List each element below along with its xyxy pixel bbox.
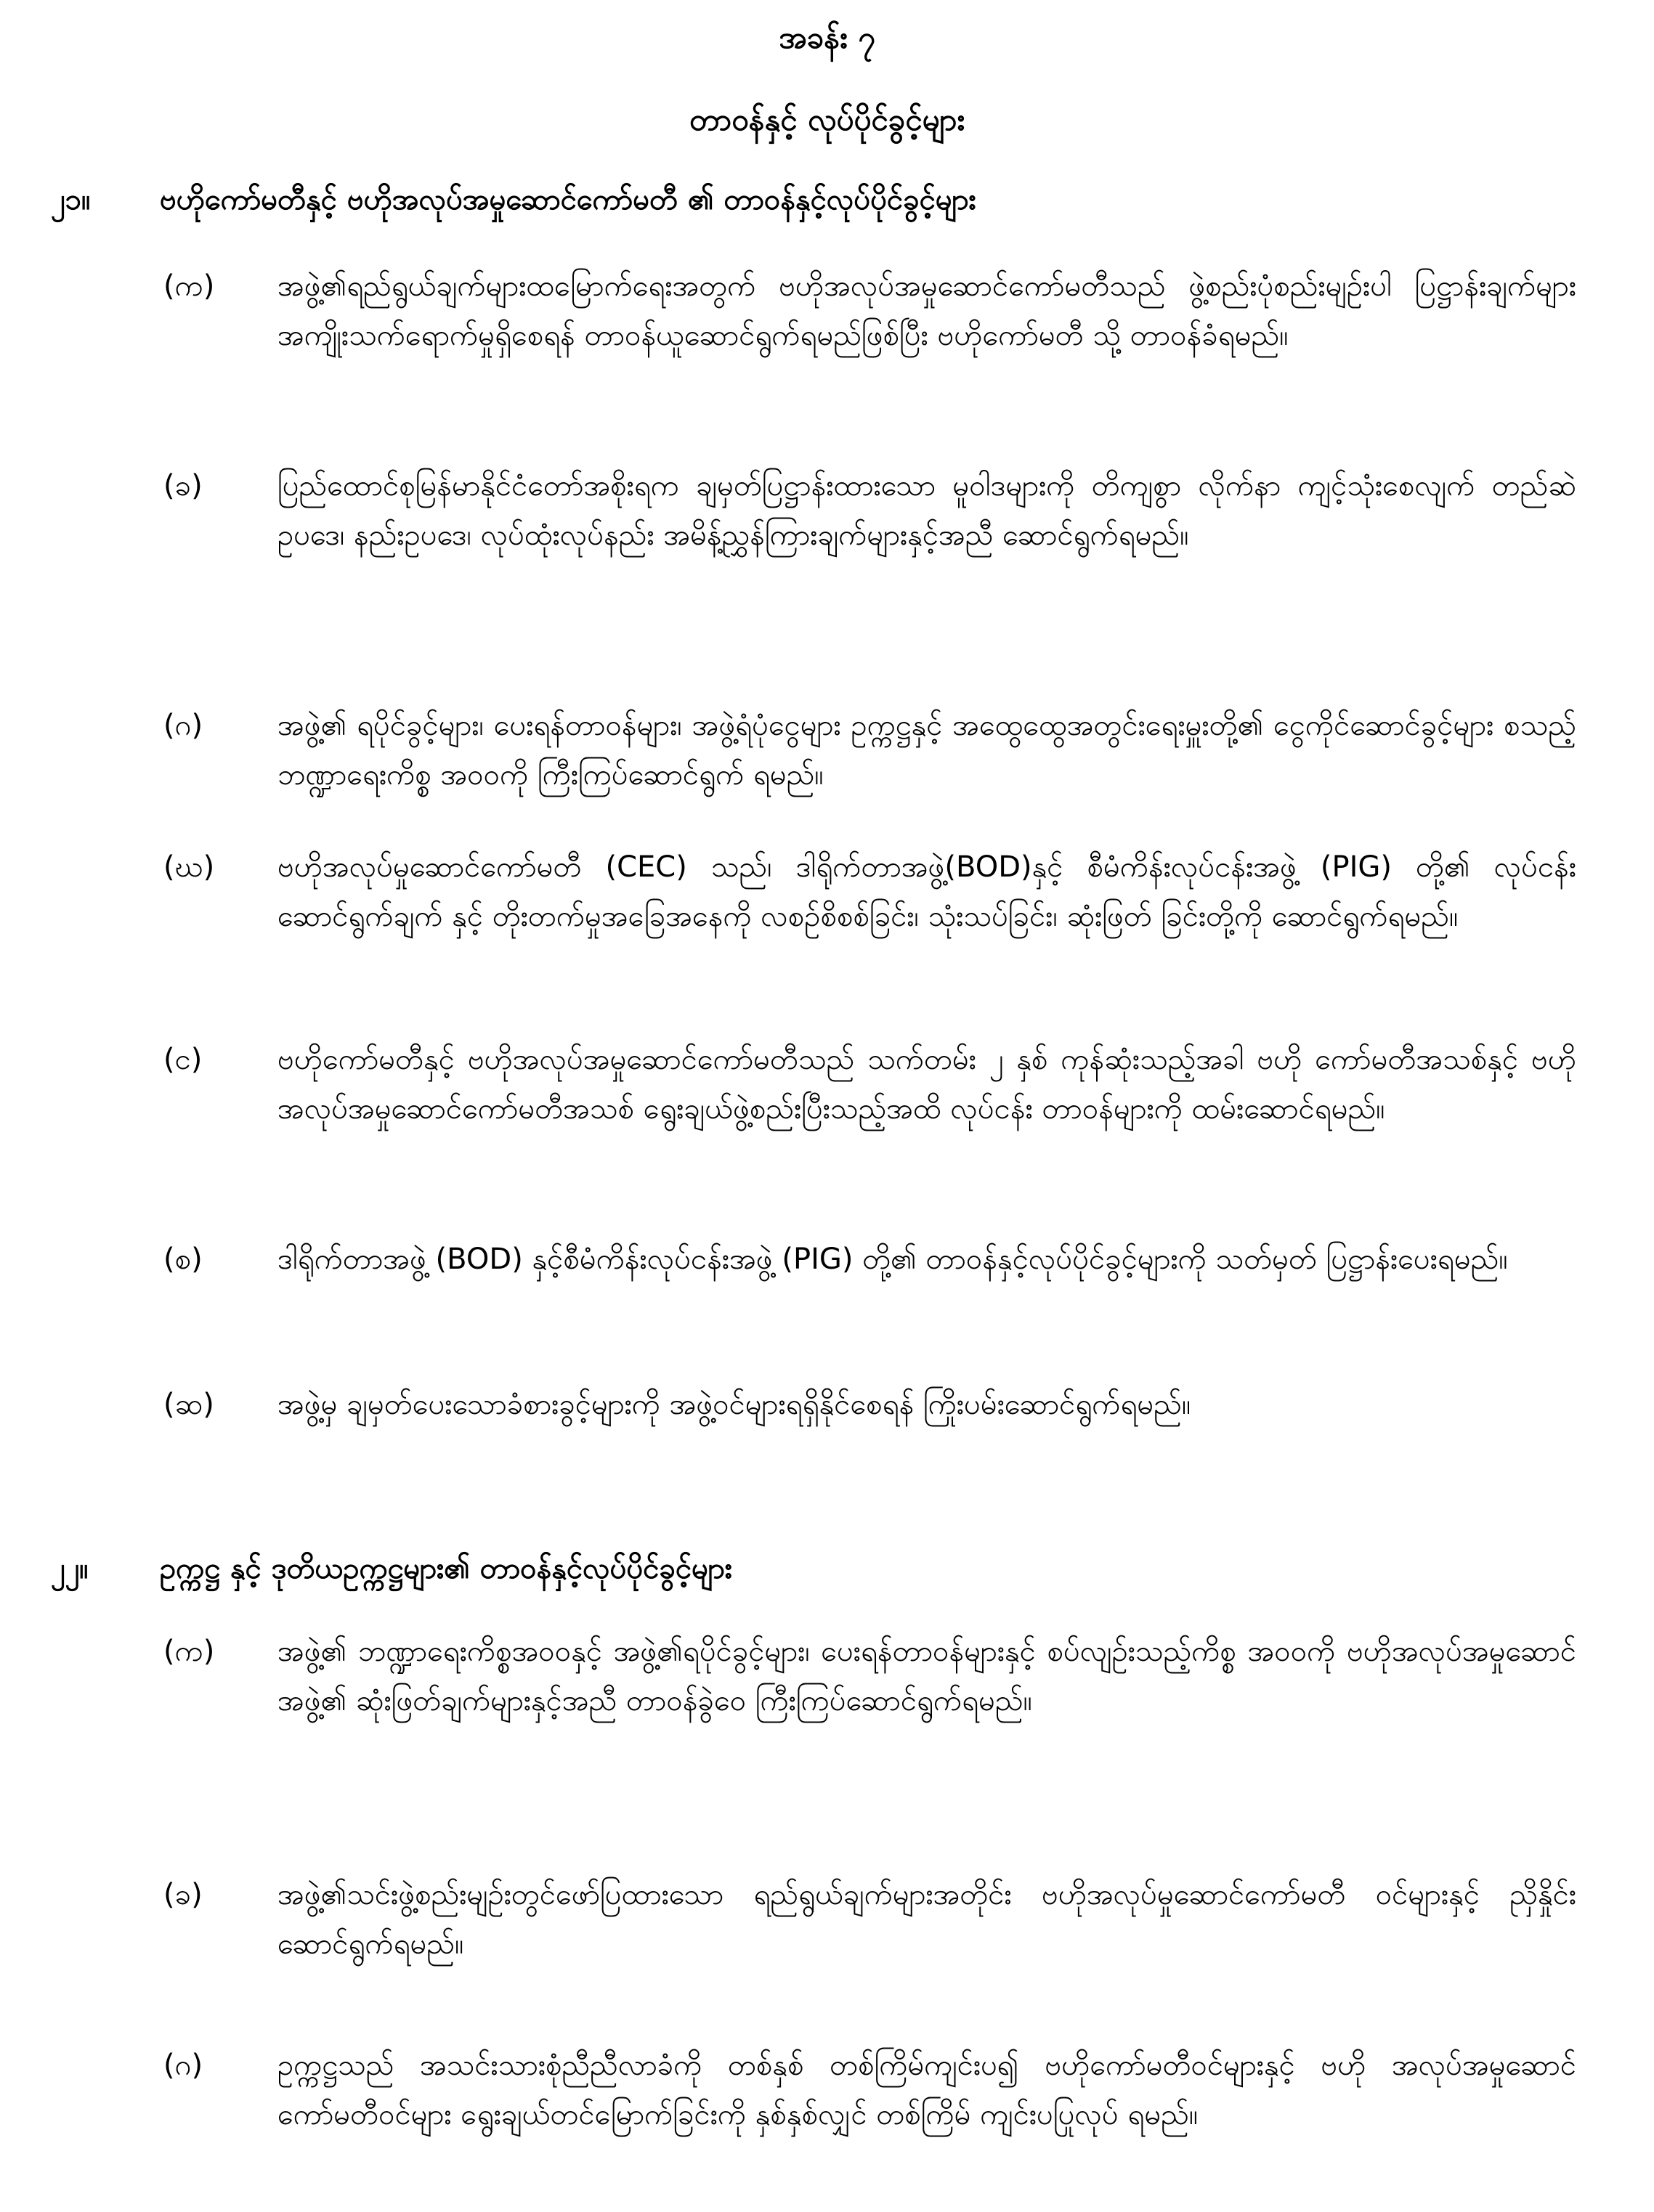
section-number: ၂၁။ <box>51 183 91 216</box>
item-text: ဒါရိုက်တာအဖွဲ့ (BOD) နှင့်စီမံကိန်းလုပ်ငန်းအဖွဲ့ (PIG) တို့၏ တာဝန်နှင့်လုပ်ပိုင်ခွင့်များကို သတ်မှတ် ပြဋ္ဌာန်းပေးရမည်။ <box>277 1243 1508 1276</box>
item-label: (က) <box>163 1635 215 1668</box>
section-number: ၂၂။ <box>51 1552 89 1585</box>
item-label: (စ) <box>163 1243 203 1276</box>
item-text: အဖွဲ့၏ ရပိုင်ခွင့်များ၊ ပေးရန်တာဝန်များ၊ အဖွဲ့ရံပုံငွေများ ဥက္ကဋ္ဌနှင့် အထွေထွေအတွင်းရေးမှူးတို့၏ ငွေကိုင်ဆောင်ခွင့်များ စသည့် ဘဏ္ဍာရေးကိစ္စ အဝဝကို ကြီးကြပ်ဆောင်ရွက် ရမည်။ <box>277 709 1576 792</box>
item-text: ဗဟိုအလုပ်မှုဆောင်ကော်မတီ (CEC) သည်၊ ဒါရိုက်တာအဖွဲ့(BOD)နှင့် စီမံကိန်းလုပ်ငန်းအဖွဲ့ (PIG) တို့၏ လုပ်ငန်းဆောင်ရွက်ချက် နှင့် တိုးတက်မှုအခြေအနေကို လစဉ်စိစစ်ခြင်း၊ သုံးသပ်ခြင်း၊ ဆုံးဖြတ် ခြင်းတို့ကို ဆောင်ရွက်ရမည်။ <box>277 850 1576 933</box>
item-label: (ခ) <box>163 469 203 503</box>
item-text: ဗဟိုကော်မတီနှင့် ဗဟိုအလုပ်အမှုဆောင်ကော်မတီသည် သက်တမ်း ၂ နှစ် ကုန်ဆုံးသည့်အခါ ဗဟို ကော်မတီအသစ်နှင့် ဗဟိုအလုပ်အမှုဆောင်ကော်မတီအသစ် ရွေးချယ်ဖွဲ့စည်းပြီးသည့်အထိ လုပ်ငန်း တာဝန်များကို ထမ်းဆောင်ရမည်။ <box>277 1043 1576 1126</box>
section-heading <box>51 1547 732 1590</box>
item-label: (ဂ) <box>163 709 203 742</box>
item-label: (ဆ) <box>163 1388 214 1421</box>
section-title: ဗဟိုကော်မတီနှင့် ဗဟိုအလုပ်အမှုဆောင်ကော်မတီ ၏ တာဝန်နှင့်လုပ်ပိုင်ခွင့်များ <box>160 183 976 216</box>
item-label: (ဂ) <box>163 2049 203 2082</box>
chapter-subtitle: တာဝန်နှင့် လုပ်ပိုင်ခွင့်များ <box>689 102 965 137</box>
section-heading <box>51 178 976 221</box>
item-label: (က) <box>163 269 215 303</box>
section-title: ဥက္ကဋ္ဌ နှင့် ဒုတိယဥက္ကဋ္ဌများ၏ တာဝန်နှင့်လုပ်ပိုင်ခွင့်များ <box>160 1552 732 1585</box>
item-text: အဖွဲ့၏ ဘဏ္ဍာရေးကိစ္စအဝဝနှင့် အဖွဲ့၏ရပိုင်ခွင့်များ၊ ပေးရန်တာဝန်များနှင့် စပ်လျဉ်းသည့်ကိစ္စ အဝဝကို ဗဟိုအလုပ်အမှုဆောင်အဖွဲ့၏ ဆုံးဖြတ်ချက်များနှင့်အညီ တာဝန်ခွဲဝေ ကြီးကြပ်ဆောင်ရွက်ရမည်။ <box>277 1635 1576 1717</box>
chapter-title: အခန်း ၇ <box>779 20 875 55</box>
item-text: ပြည်ထောင်စုမြန်မာနိုင်ငံတော်အစိုးရက ချမှတ်ပြဋ္ဌာန်းထားသော မူဝါဒများကို တိကျစွာ လိုက်နာ ကျင့်သုံးစေလျက် တည်ဆဲဥပဒေ၊ နည်းဥပဒေ၊ လုပ်ထုံးလုပ်နည်း အမိန့်ညွှန်ကြားချက်များနှင့်အညီ ဆောင်ရွက်ရမည်။ <box>277 469 1576 552</box>
item-label: (င) <box>163 1043 203 1076</box>
item-text: ဥက္ကဋ္ဌသည် အသင်းသားစုံညီညီလာခံကို တစ်နှစ် တစ်ကြိမ်ကျင်းပ၍ ဗဟိုကော်မတီဝင်များနှင့် ဗဟို အလုပ်အမှုဆောင်ကော်မတီဝင်များ ရွေးချယ်တင်မြောက်ခြင်းကို နှစ်နှစ်လျှင် တစ်ကြိမ် ကျင်းပပြုလုပ် ရမည်။ <box>277 2049 1576 2131</box>
item-label: (ခ) <box>163 1878 203 1911</box>
item-text: အဖွဲ့မှ ချမှတ်ပေးသောခံစားခွင့်များကို အဖွဲ့ဝင်များရရှိနိုင်စေရန် ကြိုးပမ်းဆောင်ရွက်ရမည်။ <box>277 1388 1191 1421</box>
item-text: အဖွဲ့၏သင်းဖွဲ့စည်းမျဉ်းတွင်ဖော်ပြထားသော ရည်ရွယ်ချက်များအတိုင်း ဗဟိုအလုပ်မှုဆောင်ကော်မတီ ဝင်များနှင့် ညှိနှိုင်းဆောင်ရွက်ရမည်။ <box>277 1878 1576 1961</box>
item-label: (ဃ) <box>163 850 215 884</box>
item-text: အဖွဲ့၏ရည်ရွယ်ချက်များထမြောက်ရေးအတွက် ဗဟိုအလုပ်အမှုဆောင်ကော်မတီသည် ဖွဲ့စည်းပုံစည်းမျဉ်းပါ ပြဋ္ဌာန်းချက်များ အကျိုးသက်ရောက်မှုရှိစေရန် တာဝန်ယူဆောင်ရွက်ရမည်ဖြစ်ပြီး ဗဟိုကော်မတီ သို့ တာဝန်ခံရမည်။ <box>277 269 1576 352</box>
